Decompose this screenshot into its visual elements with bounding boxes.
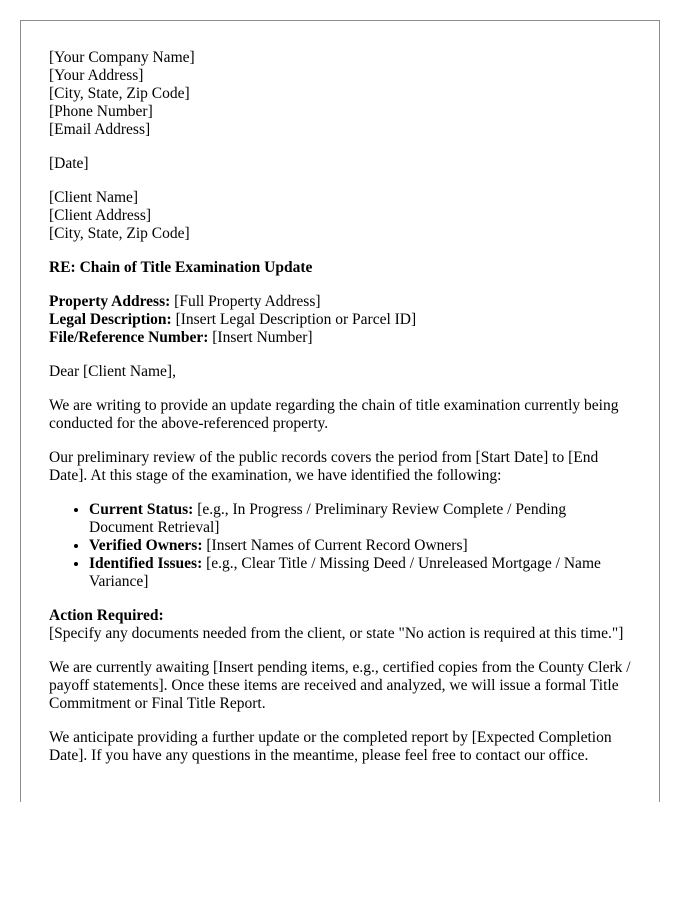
intro-paragraph: We are writing to provide an update regarding the chain of title examination currently being conducted for the above-referenced property. (49, 397, 619, 432)
status-list (49, 501, 631, 591)
sender-company: [Your Company Name] (49, 49, 195, 66)
review-paragraph: Our preliminary review of the public records covers the period from [Start Date] to [End Date]. At this stage of the examination, we have identified the following: (49, 449, 599, 484)
property-block (49, 293, 631, 347)
recipient-name: [Client Name] (49, 189, 139, 206)
file-number-label: File/Reference Number: (49, 329, 209, 346)
sender-city-state-zip: [City, State, Zip Code] (49, 85, 190, 102)
list-item-verified-owners (89, 537, 631, 555)
legal-description-label: Legal Description: (49, 311, 172, 328)
letter-page (20, 20, 660, 802)
action-required-label: Action Required: (49, 607, 164, 624)
awaiting-paragraph: We are currently awaiting [Insert pending items, e.g., certified copies from the County Clerk / payoff statements]. Once these items are received and analyzed, we will issue a formal Title Commitment or Final Title Report. (49, 659, 631, 712)
verified-owners-label: Verified Owners: (89, 537, 203, 554)
sender-address: [Your Address] (49, 67, 144, 84)
property-address-value: [Full Property Address] (170, 293, 321, 310)
recipient-address: [Client Address] (49, 207, 152, 224)
sender-email: [Email Address] (49, 121, 151, 138)
sender-phone: [Phone Number] (49, 103, 153, 120)
recipient-city-state-zip: [City, State, Zip Code] (49, 225, 190, 242)
legal-description-value: [Insert Legal Description or Parcel ID] (171, 311, 417, 328)
file-number-value: [Insert Number] (208, 329, 313, 346)
anticipate-paragraph: We anticipate providing a further update or the completed report by [Expected Completion Date]. If you have any questions in the meantime, please feel free to contact our office. (49, 729, 612, 764)
current-status-label: Current Status: (89, 501, 194, 518)
recipient-block (49, 189, 631, 243)
file-number-line (49, 329, 631, 347)
action-required-text: [Specify any documents needed from the client, or state "No action is required at this time."] (49, 625, 624, 642)
legal-description-line (49, 311, 631, 329)
property-address-line (49, 293, 631, 311)
salutation: Dear [Client Name], (49, 363, 176, 380)
date-line: [Date] (49, 155, 89, 172)
sender-block (49, 49, 631, 139)
current-status-value: [e.g., In Progress / Preliminary Review Complete / Pending Document Retrieval] (89, 501, 567, 536)
identified-issues-value: [e.g., Clear Title / Missing Deed / Unreleased Mortgage / Name Variance] (89, 555, 601, 590)
subject-line: RE: Chain of Title Examination Update (49, 259, 313, 276)
list-item-current-status (89, 501, 631, 537)
list-item-identified-issues (89, 555, 631, 591)
identified-issues-label: Identified Issues: (89, 555, 203, 572)
action-block (49, 607, 631, 643)
verified-owners-value: [Insert Names of Current Record Owners] (202, 537, 468, 554)
property-address-label: Property Address: (49, 293, 171, 310)
